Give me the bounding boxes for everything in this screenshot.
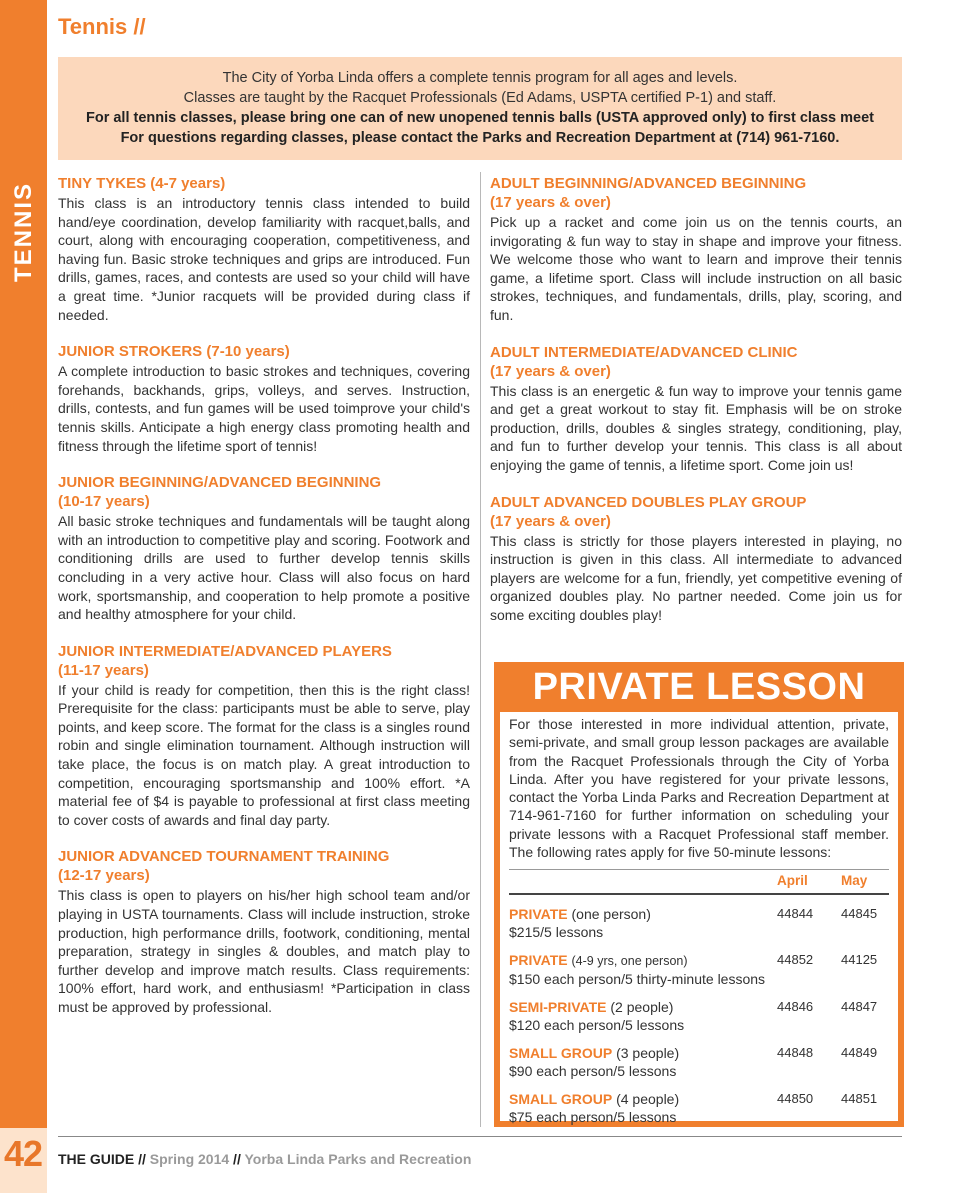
rate-size: (4 people) <box>616 1090 680 1107</box>
rate-name: SMALL GROUP <box>509 1090 613 1107</box>
rate-code-may: 44849 <box>841 1044 878 1060</box>
class-age-range: (17 years & over) <box>490 512 611 530</box>
class-title: TINY TYKES (4-7 years) <box>58 175 226 192</box>
class-description: A complete introduction to basic strokes and techniques, covering forehands, backhands, grips, volleys, and serves. Instruction, drills, contests, and fun games will be used toimprove your child's tennis skills. Anticipate a high energy class promoting health and fitness through the lifetime sport of tennis! <box>58 363 470 454</box>
class-age-range: (10-17 years) <box>58 493 150 511</box>
rate-code-may: 44847 <box>841 998 878 1014</box>
class-description: This class is strictly for those players interested in playing, no instruction is given in this class. All intermediate to advanced players are welcome for a fun, friendly, yet competitive evening of organized doubles play. No partner needed. Come join us for some exciting doubles play! <box>490 532 902 623</box>
footer-org: Yorba Linda Parks and Recreation <box>244 1151 472 1167</box>
rate-size: (one person) <box>571 905 651 922</box>
class-section <box>58 342 470 455</box>
rate-row <box>509 905 889 923</box>
rate-code-april: 44846 <box>777 998 814 1014</box>
rate-code-april: 44844 <box>777 905 814 921</box>
footer <box>58 1151 471 1167</box>
rate-price: $120 each person/5 lessons <box>509 1016 685 1033</box>
class-description: All basic stroke techniques and fundamentals will be taught along with an introduction to competitive play and scoring. Footwork and conditioning drills are used to further develop tennis skills concluding in a very active hour. Class will also focus on hard work, sportsmanship, and cooperation to help promote a positive and healthy atmosphere for your child. <box>58 513 470 623</box>
rate-item <box>509 905 889 941</box>
section-tab <box>4 172 44 292</box>
intro-line-bold: For all tennis classes, please bring one can of new unopened tennis balls (USTA approved only) to first class meet <box>85 110 874 126</box>
class-description: This class is an introductory tennis class intended to build hand/eye coordination, develop familiarity with racquet,balls, and court, along with encouraging cooperation, competitiveness, and having fun. Basic stroke techniques and grips are introduced. Fun drills, games, races, and contests are used so your child will have a great time. *Junior racquets will be provided during class if needed. <box>58 195 470 323</box>
class-age-range: (12-17 years) <box>58 867 150 885</box>
rate-code-april: 44848 <box>777 1044 814 1060</box>
rates-header-may: May <box>841 873 868 889</box>
rate-price: $75 each person/5 lessons <box>509 1108 677 1125</box>
rate-name: SEMI-PRIVATE <box>509 998 607 1015</box>
page-title: Tennis // <box>58 14 146 39</box>
class-section <box>490 174 902 325</box>
intro-banner <box>58 57 902 160</box>
rate-price: $90 each person/5 lessons <box>509 1062 677 1079</box>
rate-item <box>509 1090 889 1126</box>
rate-item <box>509 951 889 988</box>
class-description: If your child is ready for competition, then this is the right class! Prerequisite for the class: participants must be able to serve, play points, and keep score. The format for the class is a singles round robin and single elimination tournament. Although instruction will take place, the focus is on match play. A great introduction to competition, encouraging sportsmanship and 100% effort. *A material fee of $4 is payable to professional at first class meeting to cover costs of awards and final day party. <box>58 681 470 828</box>
column-divider <box>480 172 481 1127</box>
rate-name: PRIVATE <box>509 905 568 922</box>
section-label: TENNIS <box>10 181 37 283</box>
class-title: ADULT ADVANCED DOUBLES PLAY GROUP <box>490 493 807 511</box>
private-lesson-body <box>500 712 898 1125</box>
class-title: ADULT BEGINNING/ADVANCED BEGINNING <box>490 175 807 192</box>
rate-size: (3 people) <box>616 1044 680 1061</box>
rate-code-may: 44845 <box>841 905 878 921</box>
right-column <box>490 174 902 643</box>
class-title: JUNIOR STROKERS (7-10 years) <box>58 343 290 361</box>
rate-code-may: 44851 <box>841 1090 878 1106</box>
rate-code-april: 44852 <box>777 951 814 967</box>
rate-price: $150 each person/5 thirty-minute lessons <box>509 970 766 987</box>
class-section <box>58 174 470 324</box>
rate-item <box>509 998 889 1034</box>
rate-item <box>509 1044 889 1080</box>
footer-guide: THE GUIDE <box>58 1151 135 1167</box>
left-column <box>58 174 470 1035</box>
rates-table <box>509 869 889 1125</box>
private-lesson-description: For those interested in more individual attention, private, semi-private, and small group lesson packages are available from the Racquet Professionals through the City of Yorba Linda. After you have registered for your private lessons, contact the Yorba Linda Parks and Recreation Department at 714-961-7160 for further information on scheduling your private lessons with a Racquet Professional staff member. The following rates apply for five 50-minute lessons: <box>509 716 889 861</box>
rate-code-april: 44850 <box>777 1090 814 1106</box>
rate-row <box>509 998 889 1016</box>
rate-name: PRIVATE <box>509 951 568 968</box>
class-age-range: (17 years & over) <box>490 194 611 211</box>
class-section <box>58 847 470 1016</box>
rate-row <box>509 1090 889 1108</box>
rate-row <box>509 951 889 970</box>
footer-separator: // <box>229 1151 245 1167</box>
intro-line: Classes are taught by the Racquet Professionals (Ed Adams, USPTA certified P-1) and staff. <box>183 90 777 106</box>
class-title: JUNIOR ADVANCED TOURNAMENT TRAINING <box>58 848 390 866</box>
rates-header <box>509 869 889 894</box>
footer-separator: // <box>134 1151 150 1167</box>
private-lesson-box <box>494 662 904 1127</box>
class-section <box>490 493 902 625</box>
class-description: This class is an energetic & fun way to improve your tennis game and get a great workout to stay fit. Emphasis will be on stroke production, drills, doubles & singles strategy, conditioning, play, and fun to further develop your tennis. This class is all about enjoying the game of tennis, a lifetime sport. Come join us! <box>490 382 902 473</box>
intro-line: The City of Yorba Linda offers a complete tennis program for all ages and levels. <box>222 70 738 86</box>
class-age-range: (11-17 years) <box>58 661 149 679</box>
rate-size: (2 people) <box>610 998 674 1015</box>
rates-header-april: April <box>777 873 808 889</box>
rates-header-spacer <box>509 872 777 890</box>
class-age-range: (17 years & over) <box>490 362 611 380</box>
class-title: ADULT INTERMEDIATE/ADVANCED CLINIC <box>490 343 798 361</box>
intro-line-bold: For questions regarding classes, please contact the Parks and Recreation Department at (714) 961-7160. <box>120 130 840 146</box>
class-section <box>58 642 470 830</box>
class-section <box>490 343 902 475</box>
page-number: 42 <box>4 1133 43 1174</box>
private-lesson-title: PRIVATE LESSON <box>532 666 866 708</box>
rate-price: $215/5 lessons <box>509 923 604 940</box>
class-description: This class is open to players on his/her high school team and/or playing in USTA tournaments. Class will include instruction, stroke production, high performance drills, footwork, conditioning, mental preparation, strategy in singles & doubles, and match play to further develop and improve match results. Class requirements: 100% effort, hard work, and enthusiasm! *Participation in class must be approved by professional. <box>58 887 470 1015</box>
class-title: JUNIOR INTERMEDIATE/ADVANCED PLAYERS <box>58 642 392 660</box>
class-title: JUNIOR BEGINNING/ADVANCED BEGINNING <box>58 474 382 492</box>
class-description: Pick up a racket and come join us on the tennis courts, an invigorating & fun way to stay in shape and improve your fitness. We welcome those who want to learn and improve their tennis game, a lifetime sport. Class will include instruction on all basic strokes, techniques, and fundamentals, drills, play, scoring, and fun. <box>490 214 902 323</box>
rate-name: SMALL GROUP <box>509 1044 613 1061</box>
rate-size: (4-9 yrs, one person) <box>571 953 688 968</box>
footer-divider <box>58 1136 902 1137</box>
footer-season: Spring 2014 <box>149 1151 230 1167</box>
class-section <box>58 473 470 624</box>
rate-row <box>509 1044 889 1062</box>
rate-code-may: 44125 <box>841 951 878 967</box>
